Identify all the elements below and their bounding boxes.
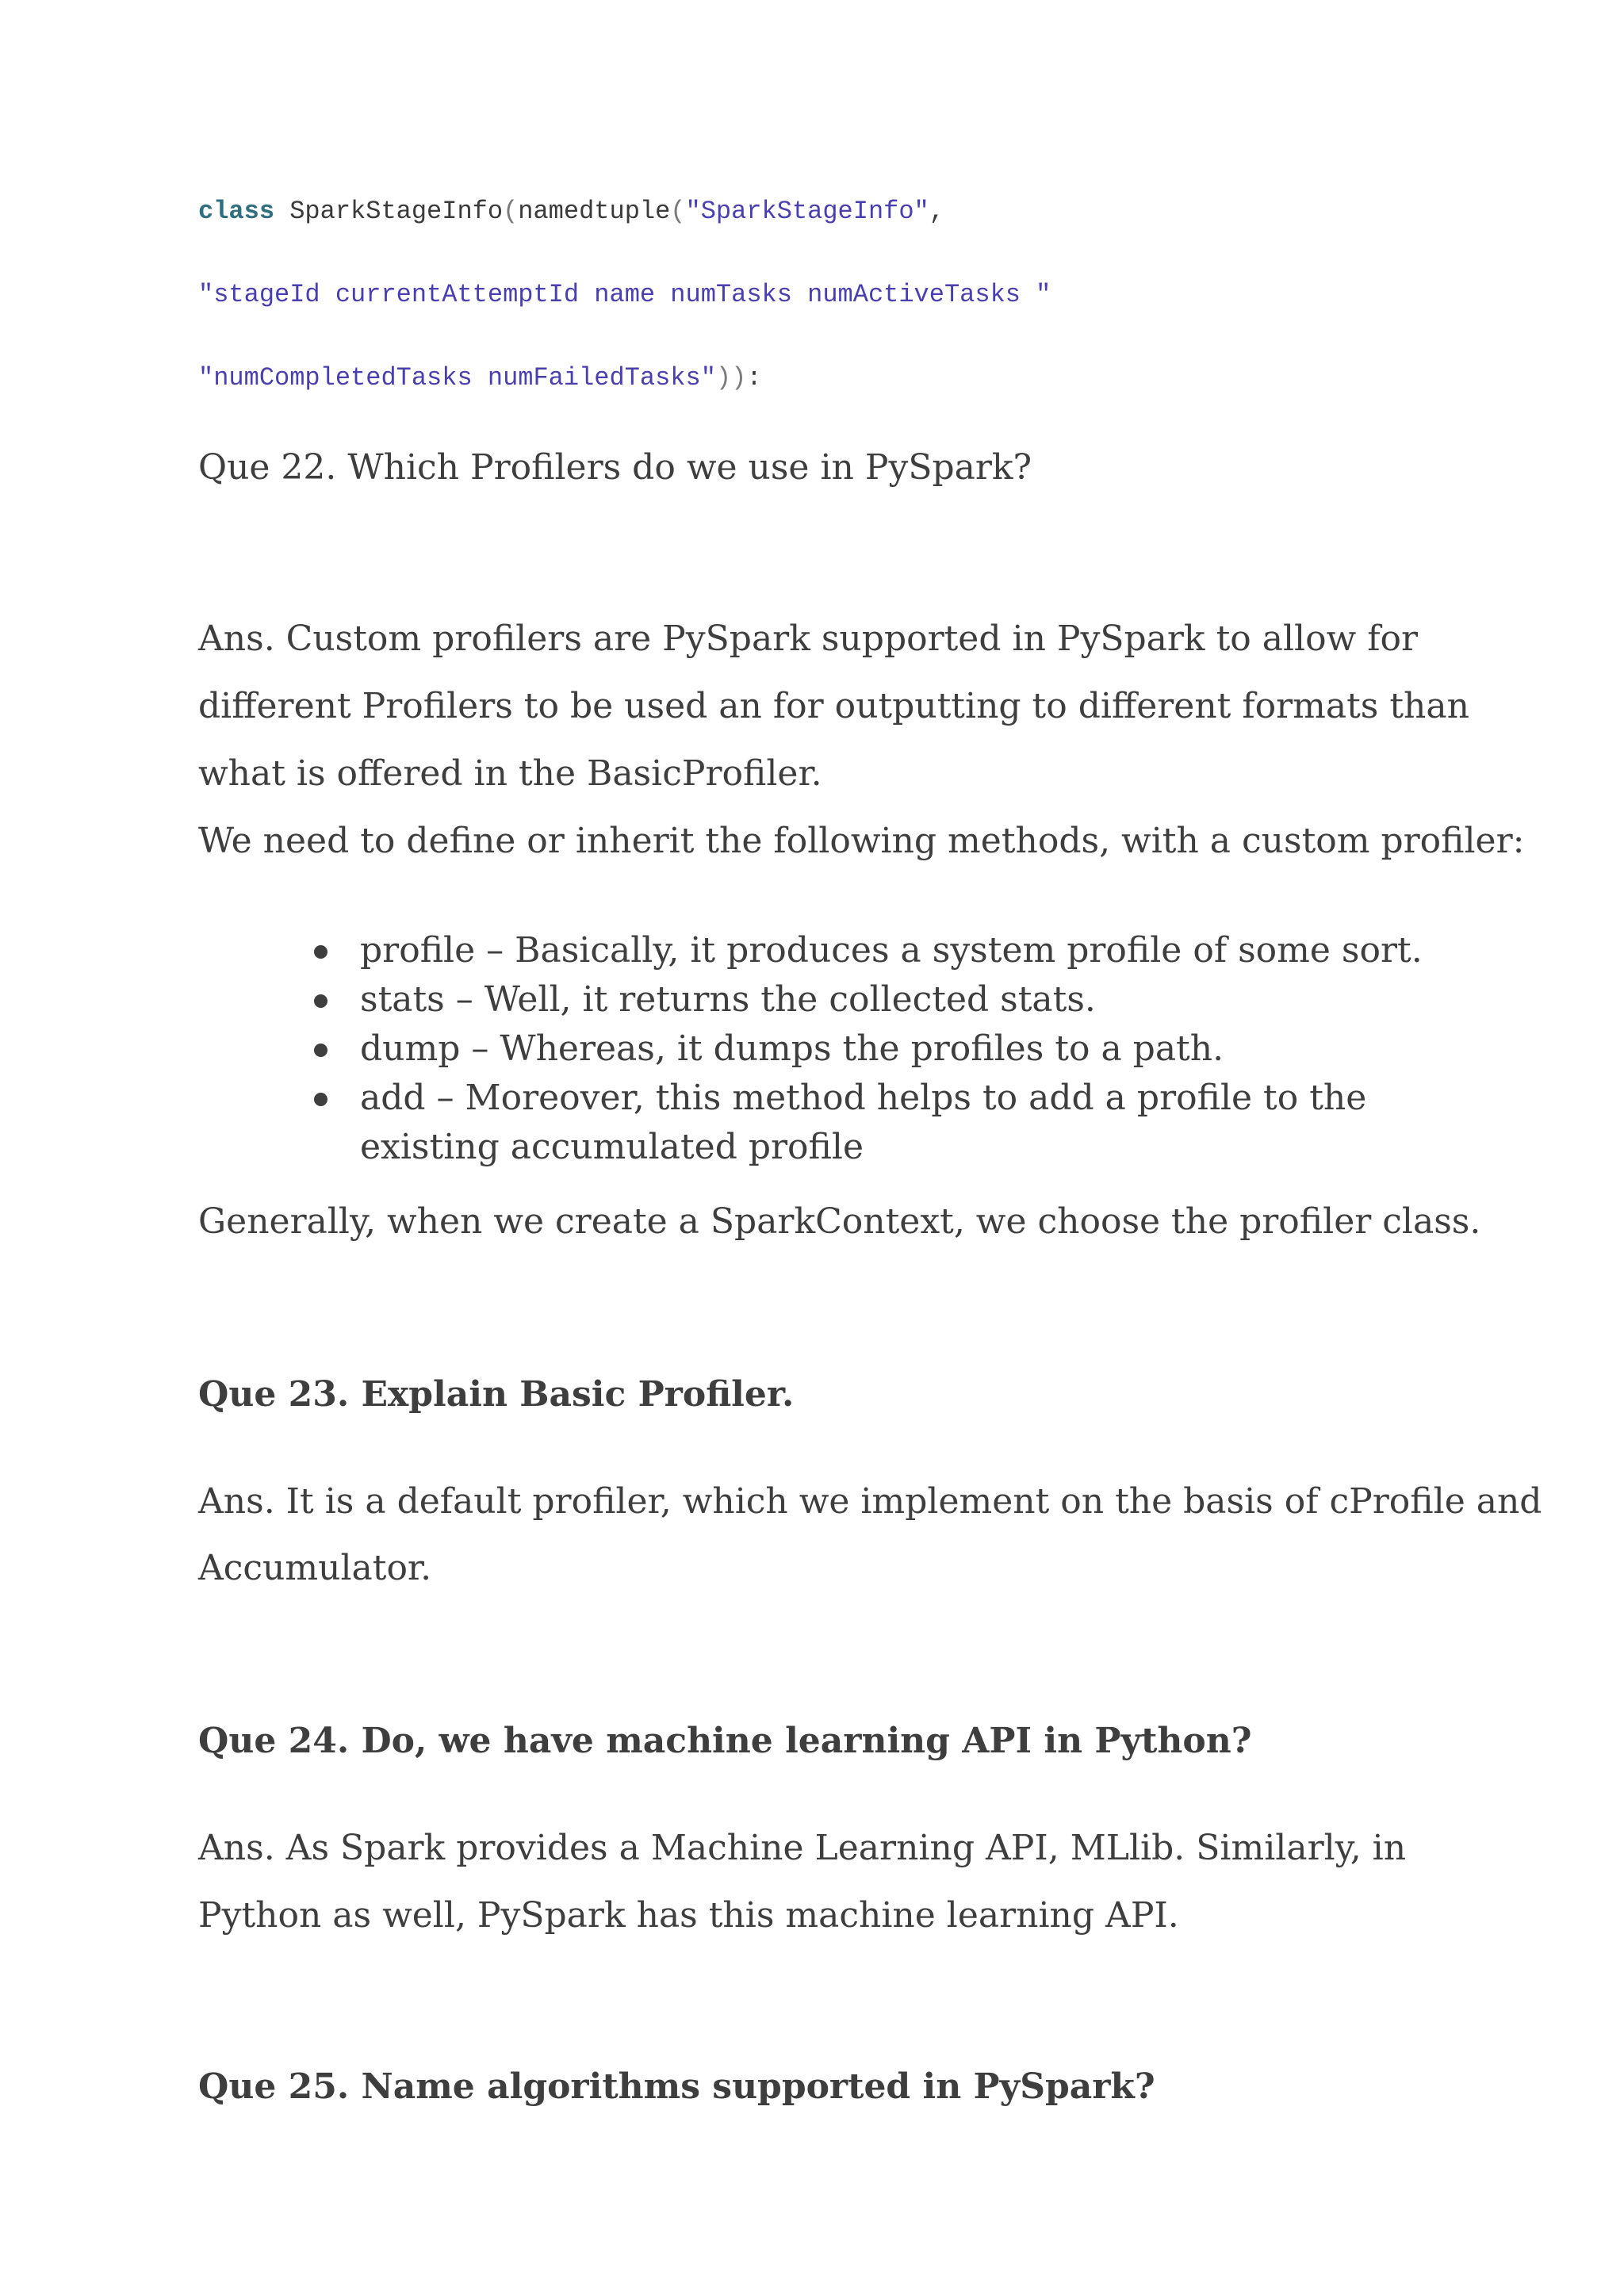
list-item-text: dump – Whereas, it dumps the profiles to a path. [360,1028,1224,1069]
q22-answer-line-2: different Profilers to be used an for outputting to different formats than [198,686,1469,726]
list-item [309,975,1502,1024]
code-line-3 [198,363,762,393]
q22-title: Que 22. Which Profilers do we use in PySpark? [198,447,1032,488]
list-item [309,1024,1502,1074]
bullet-icon [314,945,327,959]
list-item-text: stats – Well, it returns the collected stats. [360,979,1096,1020]
q25-title: Que 25. Name algorithms supported in PySpark? [198,2066,1155,2107]
code-paren: ( [670,197,686,226]
q22-closing: Generally, when we create a SparkContext, we choose the profiler class. [198,1201,1481,1242]
code-class-name: SparkStageInfo [274,197,504,226]
code-comma: , [929,197,944,226]
q22-answer-line-3: what is offered in the BasicProfiler. [198,753,822,794]
profiler-methods-list [309,926,1502,1172]
code-func: namedtuple [518,197,671,226]
code-string: "SparkStageInfo" [685,197,929,226]
code-line-2: "stageId currentAttemptId name numTasks numActiveTasks " [198,280,1051,309]
bullet-icon [314,1044,327,1057]
q23-answer-line-2: Accumulator. [198,1548,432,1588]
code-colon: : [746,363,762,393]
list-item-text: add – Moreover, this method helps to add a profile to the existing accumulated profile [360,1078,1367,1167]
q22-answer-line-1: Ans. Custom profilers are PySpark supported in PySpark to allow for [198,618,1419,659]
code-paren: ( [503,197,519,226]
list-item [309,926,1502,975]
code-string: "numCompletedTasks numFailedTasks" [198,363,716,393]
q22-answer-line-4: We need to define or inherit the following methods, with a custom profiler: [198,821,1525,861]
list-item [309,1074,1502,1172]
q24-title: Que 24. Do, we have machine learning API in Python? [198,1721,1252,1761]
q24-answer-line-1: Ans. As Spark provides a Machine Learning API, MLlib. Similarly, in [198,1828,1407,1868]
code-line-1 [198,197,944,226]
code-paren: )) [715,363,747,393]
code-keyword: class [198,197,275,226]
q23-answer-line-1: Ans. It is a default profiler, which we implement on the basis of cProfile and [198,1481,1542,1522]
bullet-icon [314,994,327,1008]
list-item-text: profile – Basically, it produces a system profile of some sort. [360,930,1423,971]
q23-title: Que 23. Explain Basic Profiler. [198,1374,795,1415]
q24-answer-line-2: Python as well, PySpark has this machine learning API. [198,1895,1179,1936]
bullet-icon [314,1093,327,1106]
